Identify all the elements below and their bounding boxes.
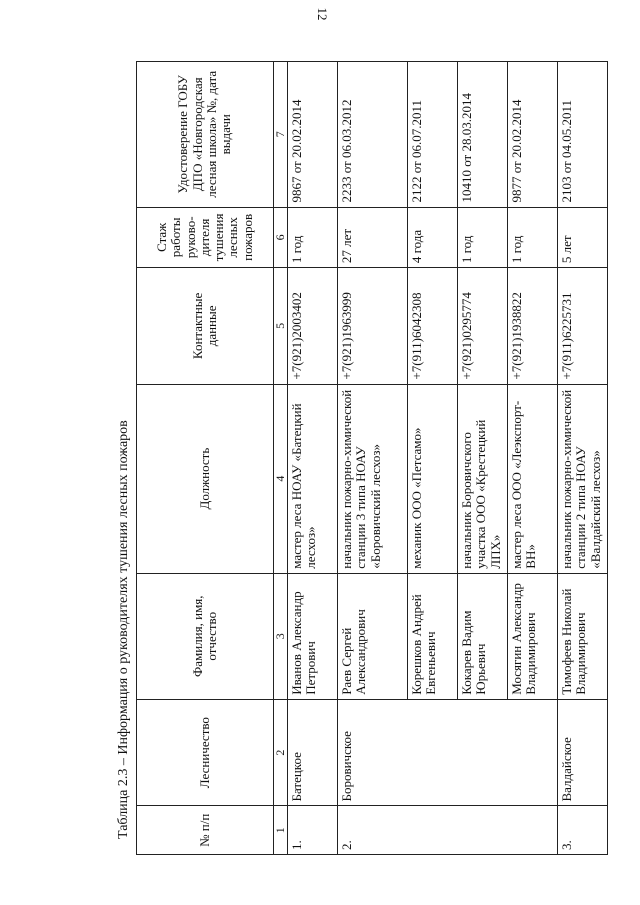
column-header-forestry: Лесничество [137, 699, 274, 806]
certificate-cell: 9877 от 20.02.2014 [508, 62, 558, 208]
column-header-number: № п/п [137, 806, 274, 855]
position-cell: мастер леса ООО «Леэкспорт-ВН» [508, 384, 558, 573]
certificate-cell: 2103 от 04.05.2011 [558, 62, 608, 208]
position-cell: начальник пожарно-химической станции 3 типа НОАУ «Боровичский лесхоз» [338, 384, 408, 573]
position-cell: начальник Боровичского участка ООО «Крестецкий ЛПХ» [458, 384, 508, 573]
column-number: 7 [274, 62, 288, 208]
table-row [288, 62, 338, 855]
row-number: 1. [288, 806, 338, 855]
contact-cell: +7(911)6225731 [558, 268, 608, 384]
certificate-cell: 2233 от 06.03.2012 [338, 62, 408, 208]
experience-cell: 1 год [458, 207, 508, 268]
experience-cell: 1 год [288, 207, 338, 268]
experience-cell: 27 лет [338, 207, 408, 268]
certificate-cell: 10410 от 28.03.2014 [458, 62, 508, 208]
forestry-cell: Валдайское [558, 699, 608, 806]
name-cell: Корешков Андрей Евгеньевич [408, 573, 458, 699]
name-cell: Иванов Александр Петрович [288, 573, 338, 699]
table-row [338, 62, 408, 855]
fire-managers-table [136, 61, 608, 855]
contact-cell: +7(921)1963999 [338, 268, 408, 384]
certificate-cell: 9867 от 20.02.2014 [288, 62, 338, 208]
column-header-experience: Стаж работы руково-дителя тушения лесных пожаров [137, 207, 274, 268]
column-number: 4 [274, 384, 288, 573]
column-number-row [274, 62, 288, 855]
row-number: 3. [558, 806, 608, 855]
column-number: 6 [274, 207, 288, 268]
contact-cell: +7(921)1938822 [508, 268, 558, 384]
position-cell: начальник пожарно-химической станции 2 типа НОАУ «Валдайский лесхоз» [558, 384, 608, 573]
experience-cell: 5 лет [558, 207, 608, 268]
header-row [137, 62, 274, 855]
column-number: 1 [274, 806, 288, 855]
column-header-position: Должность [137, 384, 274, 573]
column-number: 5 [274, 268, 288, 384]
column-header-name: Фамилия, имя, отчество [137, 573, 274, 699]
forestry-cell: Боровичское [338, 699, 558, 806]
contact-cell: +7(921)2003402 [288, 268, 338, 384]
page-number: 12 [315, 7, 330, 21]
experience-cell: 4 года [408, 207, 458, 268]
row-number: 2. [338, 806, 558, 855]
contact-cell: +7(921)0295774 [458, 268, 508, 384]
name-cell: Раев Сергей Александрович [338, 573, 408, 699]
certificate-cell: 2122 от 06.07.2011 [408, 62, 458, 208]
position-cell: мастер леса НОАУ «Батецкий лесхоз» [288, 384, 338, 573]
column-number: 3 [274, 573, 288, 699]
name-cell: Кокарев Вадим Юрьевич [458, 573, 508, 699]
name-cell: Тимофеев Николай Владимирович [558, 573, 608, 699]
table-row [558, 62, 608, 855]
experience-cell: 1 год [508, 207, 558, 268]
column-number: 2 [274, 699, 288, 806]
name-cell: Мосягин Александр Владимирович [508, 573, 558, 699]
position-cell: механик ООО «Петсамо» [408, 384, 458, 573]
column-header-contact: Контактные данные [137, 268, 274, 384]
forestry-cell: Батецкое [288, 699, 338, 806]
table-caption: Таблица 2.3 – Информация о руководителях тушения лесных пожаров [116, 420, 131, 839]
column-header-certificate: Удостоверение ГОБУ ДПО «Новгородская лесная школа» №, дата выдачи [137, 62, 274, 208]
contact-cell: +7(911)6042308 [408, 268, 458, 384]
